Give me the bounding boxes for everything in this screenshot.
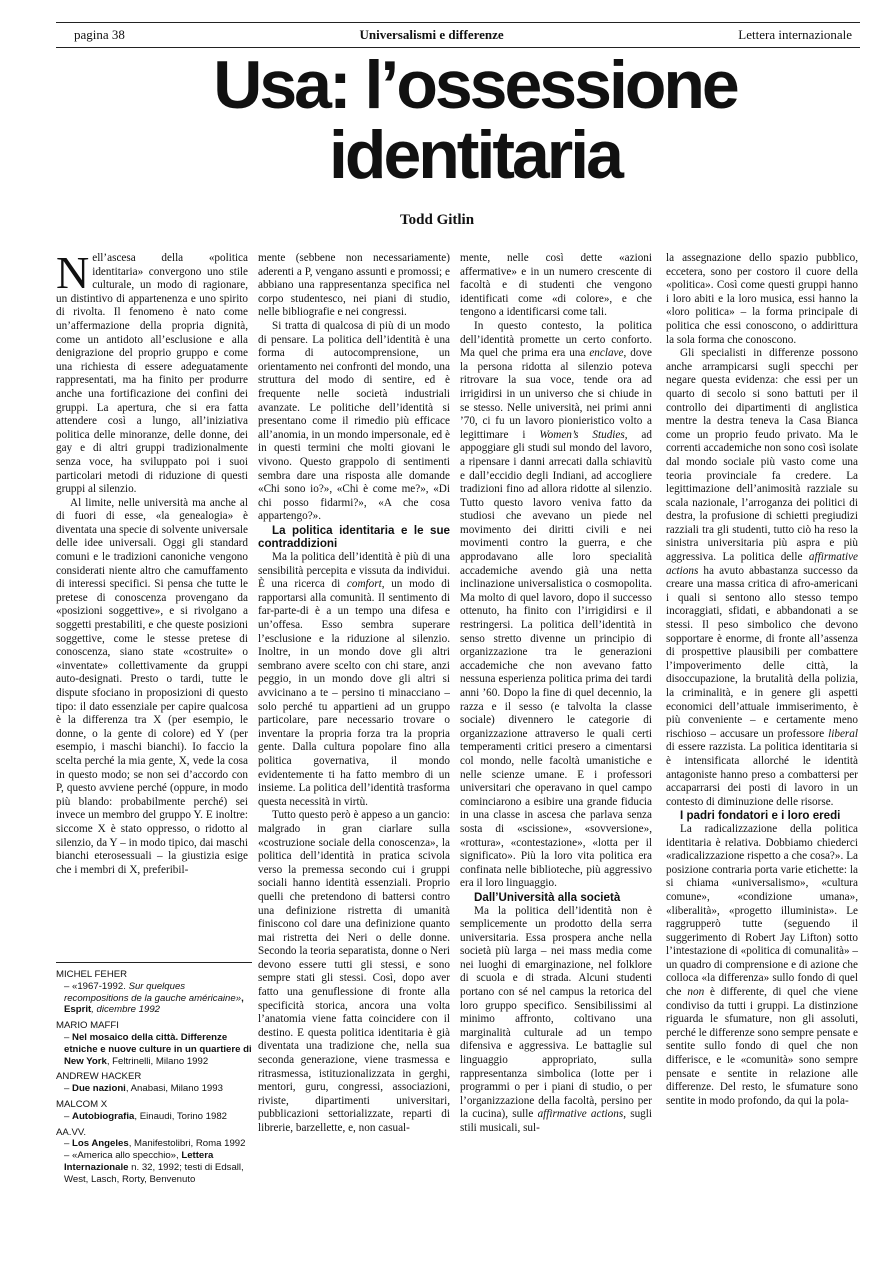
- drop-cap: N: [56, 252, 90, 298]
- section-heading: Dall’Università alla società: [474, 890, 621, 904]
- section-heading: I padri fondatori e i loro eredi: [680, 809, 841, 823]
- section-heading: La politica identitaria e le sue contraddizioni: [258, 523, 450, 551]
- paragraph: mente (sebbene non necessariamente) aderenti a P, vengano assunti e promossi; e abbiano una rappresentanza specifica nel corpo studentesco, nei piani di studio, nelle bibliografie e nei congressi.: [258, 252, 450, 319]
- bibliography-reference: – «America allo specchio», Lettera Internazionale n. 32, 1992; testi di Edsall, West, Lasch, Rorty, Benvenuto: [56, 1150, 252, 1185]
- bibliography-reference: – Due nazioni, Anabasi, Milano 1993: [56, 1083, 252, 1095]
- bibliography-entry: [56, 1071, 252, 1095]
- bibliography-entry: [56, 969, 252, 1016]
- paragraph: Al limite, nelle università ma anche al di fuori di esse, «la genealogia» è diventata una specie di solvente universale delle idee universali. Oggi gli standard comuni e le tradizioni canoniche vengono considerati niente altro che camuffamento di interessi specifici. Si pensa che tutte le pretese di conoscenza provengano da «posizioni soggettive», e si rivolgano a soggetti prestabiliti, e che queste posizioni soggettive, come le stesse pretese di conoscenza, siano state «costruite» o «inventate» collettivamente da gruppi auto-designati. Presto o tardi, tutte le dispute sfociano in proposizioni di questo tipo: il dato essenziale per capire qualcosa è la differenza tra X (per esempio, le donne, o la gente di colore) ed Y (per esempio, i maschi bianchi). Io faccio la scelta perché la mia gente, X, vede la cosa in questo modo; se non sei d’accordo con P, questo avviene perché (oppure, in modo più blando: probabilmente perché) sei invece un membro del gruppo Y. E inoltre: siccome X è stato oppresso, o ridotto al silenzio, da Y – in modo tipico, dai maschi bianchi eterosessuali – la giustizia esige che i membri di X, preferibil-: [56, 496, 248, 876]
- paragraph: Gli specialisti in differenze possono anche arrampicarsi sugli specchi per negare questa evidenza: che essi per un quarto di secolo si sono battuti per il controllo dei dipartimenti di anglistica mentre la destra teneva la Casa Bianca come un proprio feudo privato. Ma le correnti accademiche non sono così isolate dal mondo sociale più vasto come una teoria provinciale fa credere. La legittimazione dell’animosità razziale su scala nazionale, l’arroganza dei politici di destra, la profusione di schietti pregiudizi razziali tra gli studenti, tutto ciò ha reso la sinistra universitaria più aspra e più aggressiva. La politica delle affirmative actions ha avuto abbastanza successo da creare una massa critica di afro-americani i quali si sentono allo stesso tempo incoraggiati, sfidati, e abbandonati a se stessi. Il peso simbolico che devono sopportare è enorme, di fronte all’assenza di prospettive plausibili per combattere l’impoverimento delle città, la disoccupazione, la brutalità della polizia, la criminalità, e in genere gli aspetti economici dell’attuale immiserimento, è più conveniente – e certamente meno rischioso – accusare un professore liberal di essere razzista. La politica identitaria si è intensificata allorché le identità antagoniste hanno preso a combattersi per accaparrarsi dei posti di lavoro in un contesto di diminuzione delle risorse.: [666, 347, 858, 808]
- bibliography-entry: [56, 1127, 252, 1186]
- paragraph: La radicalizzazione della politica identitaria è relativa. Dobbiamo chiederci «radicalizzazione rispetto a che cosa?». La posizione contraria porta varie etichette: la si chiama «universalismo», «cultura comune», «condizione umana», «liberalità», «progetto illuminista». Le raggrupperò tutte (seguendo il suggerimento di Robert Jay Lifton) sotto l’intestazione di «politica di comunalità» – un quadro di comprensione e di azione che colloca «la differenza» sullo fondo di quel che non è differente, di quel che viene condiviso da tutti i gruppi. La distinzione riguarda le sfumature, non gli assoluti, perché le differenze sono sempre pensate e sentite sullo fondo di quel che non differisce, e le «comunità» sono sempre pensate e sentite in relazione alle differenze. Del resto, le sfumature sono sentite in modo profondo, da qui la pola-: [666, 822, 858, 1107]
- article-title-line1: Usa: l’ossessione: [213, 47, 737, 123]
- page-number: pagina 38: [74, 27, 125, 42]
- bibliography-reference: – Autobiografia, Einaudi, Torino 1982: [56, 1111, 252, 1123]
- bibliography-author: AA.VV.: [56, 1126, 87, 1138]
- bibliography-reference: – Los Angeles, Manifestolibri, Roma 1992: [56, 1138, 252, 1150]
- paragraph: Ma la politica dell’identità è più di una sensibilità percepita e vissuta da individui. È una ricerca di comfort, un modo di rapportarsi alla comunità. Il sentimento di far-parte-di è a un tempo una difesa e un’offesa. Esso sembra superare l’esclusione e la riduzione al silenzio. Inoltre, in un mondo dove gli altri sembrano avere scelto con chi stare, anzi peggio, in un mondo dove gli altri si avvicinano a te – persino ti minacciano – solo perché tu appartieni ad un gruppo particolare, pare necessario trovare o inventare la propria forza tra la propria gente. Dalla cultura popolare fino alla politica governativa, il mondo evidentemente ti ha fatto membro di un insieme. La politica dell’identità trasforma questa necessità in virtù.: [258, 551, 450, 808]
- bibliography-author: ANDREW HACKER: [56, 1071, 142, 1083]
- article-title-line2: identitaria: [329, 117, 621, 193]
- bibliography-author: MICHEL FEHER: [56, 969, 128, 980]
- text-column-3: [460, 252, 652, 1252]
- bibliography-author: MARIO MAFFI: [56, 1020, 119, 1032]
- paragraph: Nell’ascesa della «politica identitaria» convergono uno stile culturale, un modo di ragionare, un distintivo di appartenenza e uno spirito di rivolta. Il fenomeno è nato come un’affermazione della propria dignità, come un antidoto all’esclusione e alla denigrazione del proprio gruppo e come una richiesta di essere adeguatamente rappresentati, ma ha finito per produrre anche una fortificazione dei confini dei gruppi. La apertura, che si era fatta attendere così a lungo, all’iniziativa politica delle minoranze, delle donne, dei gay e di altri gruppi tradizionalmente senza voce, ha sviluppato poi i suoi particolari metodi di riduzione di questi gruppi al silenzio.: [56, 252, 248, 496]
- text-column-4: [666, 252, 858, 1252]
- paragraph: la assegnazione dello spazio pubblico, eccetera, sono per costoro il cuore della «politica». Così come questi gruppi hanno i loro abiti e la loro musica, essi hanno la «loro politica» – la forma principale di politica che essi conoscono, o addirittura la sola forma che conoscono.: [666, 252, 858, 346]
- bibliography-entry: [56, 1099, 252, 1123]
- bibliography-author: MALCOM X: [56, 1098, 108, 1110]
- article-title: [150, 47, 800, 193]
- bibliography-entry: [56, 1020, 252, 1067]
- paragraph: In questo contesto, la politica dell’identità promette un certo conforto. Ma quel che prima era una enclave, dove la persona ridotta al silenzio poteva ritrovare la sua voce, tende ora ad irrigidirsi in un universo che si chiude in se stesso. Nelle università, nei primi anni ’70, ci fu un lavoro pionieristico volto a legittimare i Women’s Studies, ad appoggiare gli studi sul mondo del lavoro, a ripensare i danni arrecati dalla schiavitù e dall’eccidio degli Indiani, ad accogliere tradizioni fino ad allora ridotte al silenzio. Tutto questo lavoro veniva fatto da studiosi che avevano un piede nel movimento dei diritti civili e nei movimenti contro la guerra, e che approdavano alle loro specialità accademiche avendo già una netta inclinazione universalistica o cosmopolita. Ma molto di quel lavoro, dopo il successo ottenuto, ha finito con l’irrigidirsi e il restringersi. La politica dell’identità in senso stretto divenne un principio di organizzazione tra le generazioni accademiche che non avevano fatto nessuna esperienza politica prima dei tardi anni ’60. Dopo la fine di quel decennio, la razza e il sesso (e talvolta la classe sociale) divennero le categorie di organizzazione attraverso le quali certi temperamenti critici presero a cimentarsi col mondo, nelle facoltà umanistiche e nelle scienze umane. E i professori universitari che operavano in quel campo cominciarono a esibire una grande fiducia in una classe in ascesa che parlava senza sosta di «scissione», «sovversione», «rottura», «contestazione», «lotta per il significato». Più la loro vita politica era confinata nelle biblioteche, più aggressivo era il loro linguaggio.: [460, 319, 652, 890]
- paragraph: Tutto questo però è appeso a un gancio: malgrado in gran ciarlare sulla «costruzione sociale della conoscenza», la politica dell’identità in pratica scivola verso la premessa secondo cui i gruppi sociali hanno identità essenziali. Proprio quelli che pretendono di battersi contro una definizione ristretta di umanità finiscono col dare una definizione quanto mai ristretta dei Neri o delle donne. Secondo la teoria separatista, donne o Neri devono essere tutti gli stessi, e sono sempre stati gli stessi. Così, dopo aver fatto una genuflessione di fronte alla specificità storica, ancora una volta l’anatomia viene fatta coincidere con il destino. E questa politica identitaria è già diventata una tradizione che, nella sua seconda generazione, viene trasmessa e ritrasmessa, istituzionalizzata in gerghi, mentori, guru, congressi, associazioni, riviste, dipartimenti universitari, pubblicazioni settorializzate, reparti di librerie, barzellette, e, non casual-: [258, 809, 450, 1134]
- text-column-1: [56, 252, 248, 952]
- bibliography-reference: – Nel mosaico della città. Differenze etniche e nuove culture in un quartiere di New York, Feltrinelli, Milano 1992: [56, 1032, 252, 1067]
- paragraph: mente, nelle così dette «azioni affermative» e in un numero crescente di facoltà e di studenti che vengono identificati come «di colore», e che tengono a identificarsi come tali.: [460, 252, 652, 319]
- bibliography-reference: – «1967-1992. Sur quelques recompositions de la gauche américaine», Esprit, dicembre 1992: [56, 981, 252, 1016]
- paragraph: Ma la politica dell’identità non è semplicemente un prodotto della serra universitaria. Essa prospera anche nella società più larga – nei mass media come nei luoghi di emarginazione, nel folklore di scuola e di strada. Alcuni studenti portano con sé nel campus la retorica del loro gruppo specifico. Sensibilissimi al minimo affronto, coltivano una marginalità culturale ad un tempo difensiva e aggressiva. Le battaglie sul linguaggio appropriato, sulla rappresentanza simbolica (lotte per i programmi o per i piani di studio, o per l’organizzazione della facoltà, persino per la cucina), sulle affirmative actions, sugli stili musicali, sul-: [460, 904, 652, 1134]
- bibliography: [56, 962, 252, 1190]
- article-author: Todd Gitlin: [400, 212, 475, 228]
- section-title: Universalismi e differenze: [359, 27, 504, 42]
- page-header: [56, 22, 860, 48]
- magazine-name: Lettera internazionale: [738, 27, 852, 42]
- paragraph: Si tratta di qualcosa di più di un modo di pensare. La politica dell’identità è una forma di autocomprensione, un orientamento nei confronti del mondo, una struttura del modo di sentire, ed è frequente nelle società industriali avanzate. Le politiche dell’identità si presentano come il rimedio più efficace all’anomia, in un mondo impersonale, ed è in questi termini che molti giovani le vivono. Questo grappolo di sentimenti sembra dare una risposta alle domande «Chi sono io?», «Chi è come me?», «Di chi posso fidarmi?», «A che cosa appartengo?».: [258, 319, 450, 523]
- text-column-2: [258, 252, 450, 1252]
